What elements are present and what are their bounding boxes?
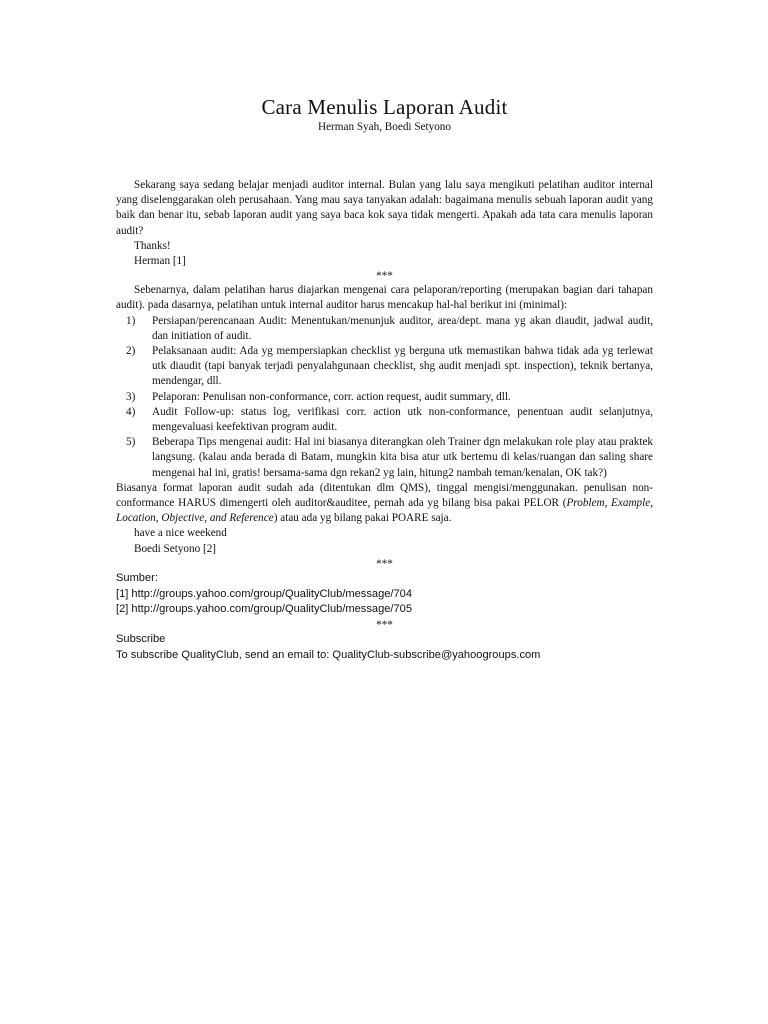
closing-line: have a nice weekend (134, 527, 227, 540)
document-content (116, 94, 653, 664)
list-number: 1) (126, 314, 136, 327)
question-paragraph: Sekarang saya sedang belajar menjadi auditor internal. Bulan yang lalu saya mengikuti pelatihan auditor internal yang diselenggarakan oleh perusahaan. Yang mau saya tanyakan adalah: bagaimana menulis sebuah laporan audit yang baik dan benar itu, sebab laporan audit yang saya baca kok saya tidak mengerti. Apakah ada tata cara menulis laporan audit? (116, 179, 653, 237)
list-number: 3) (126, 390, 136, 403)
source-link-1[interactable]: [1] http://groups.yahoo.com/group/QualityClub/message/704 (116, 587, 413, 600)
separator-1: *** (376, 270, 393, 283)
separator-3: *** (376, 619, 393, 632)
list-item-text: Audit Follow-up: status log, verifikasi corr. action utk non-conformance, penentuan audit selanjutnya, mengevaluasi keefektivan program audit. (152, 405, 653, 434)
list-item (116, 314, 653, 344)
list-item-text: Persiapan/perencanaan Audit: Menentukan/menunjuk auditor, area/dept. mana yg akan diaudit, jadwal audit, dan initiation of audit. (152, 314, 653, 342)
subscribe-text: To subscribe QualityClub, send an email to: QualityClub-subscribe@yahoogroups.com (116, 649, 541, 662)
thanks-line: Thanks! (134, 239, 171, 252)
document-title: Cara Menulis Laporan Audit (261, 95, 508, 119)
answer-intro: Sebenarnya, dalam pelatihan harus diajarkan mengenai cara pelaporan/reporting (merupakan bagian dari tahapan audit). pada dasarnya, pelatihan untuk internal auditor harus mencakup hal-hal berikut ini (minimal): (116, 284, 653, 312)
list-number: 4) (126, 405, 136, 418)
list-item-text: Pelaporan: Penulisan non-conformance, corr. action request, audit summary, dll. (152, 390, 511, 403)
sources-section (116, 571, 653, 618)
source-link-2[interactable]: [2] http://groups.yahoo.com/group/QualityClub/message/705 (116, 603, 413, 616)
list-item (116, 344, 653, 390)
format-text-b: ) atau ada yg bilang pakai POARE saja. (273, 512, 452, 525)
subscribe-label: Subscribe (116, 633, 166, 646)
list-item-text: Pelaksanaan audit: Ada yg mempersiapkan checklist yg berguna utk memastikan bahwa tidak ada yg terlewat utk diaudit (tapi banyak terjadi penyalahgunaan checklist, shg audit menjadi spt. inspection), teknik bertanya, mendengar, dll. (152, 345, 653, 388)
subscribe-section (116, 632, 653, 664)
pelor-expansion: Problem, Example, Location, Objective, and Reference (116, 497, 653, 525)
separator-2: *** (376, 557, 393, 570)
document-authors: Herman Syah, Boedi Setyono (318, 121, 451, 133)
list-item (116, 390, 653, 405)
list-number: 2) (126, 345, 136, 358)
signature-herman: Herman [1] (134, 255, 186, 268)
format-text-a: Biasanya format laporan audit sudah ada (ditentukan dlm QMS), tinggal mengisi/menggunakan. penulisan non-conformance HARUS dimengerti oleh auditor&auditee, pernah ada yg bilang bisa pakai PELOR ( (116, 481, 653, 510)
format-paragraph (116, 481, 653, 527)
audit-points-list (116, 314, 653, 481)
list-item (116, 405, 653, 435)
list-number: 5) (126, 436, 136, 449)
list-item-text: Beberapa Tips mengenai audit: Hal ini biasanya diterangkan oleh Trainer dgn melakukan role play atau praktek langsung. (kalau anda berada di Batam, mungkin kita bisa atur utk bertemu di kelas/ruangan dan saling share mengenai hal ini, gratis! bersama-sama dgn rekan2 yg lain, hitung2 nambah teman/kenalan, OK tak?) (152, 436, 653, 479)
signature-boedi: Boedi Setyono [2] (134, 542, 217, 555)
sources-label: Sumber: (116, 571, 158, 584)
list-item (116, 435, 653, 481)
